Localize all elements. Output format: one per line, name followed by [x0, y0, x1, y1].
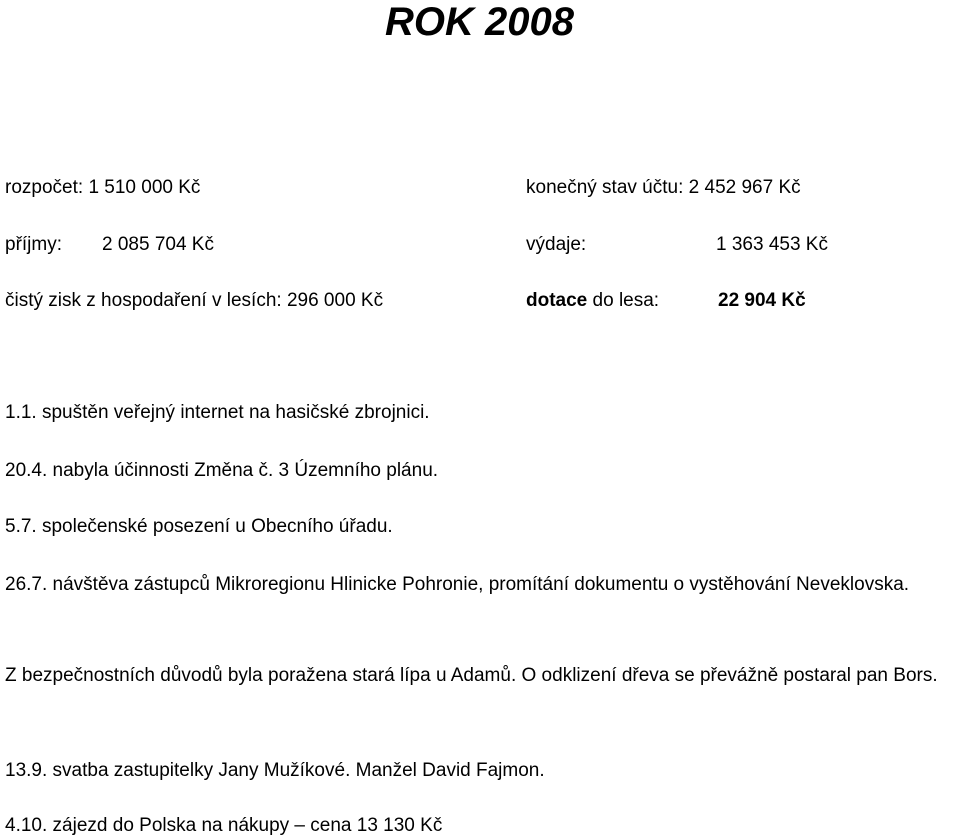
income-label: příjmy:	[5, 234, 62, 255]
subsidy-label: do lesa:	[592, 290, 660, 311]
subsidy-value: 22 904 Kč	[718, 290, 806, 311]
event-text: zájezd do Polska na nákupy – cena 13 130 Kč	[52, 815, 443, 836]
event-item	[5, 515, 955, 539]
event-item	[5, 814, 955, 838]
event-date: 26.7.	[5, 574, 48, 595]
budget-label: rozpočet:	[5, 177, 84, 198]
event-item	[5, 401, 955, 425]
account-balance-line	[526, 176, 801, 200]
forest-profit-value: 296 000 Kč	[286, 290, 384, 311]
forest-profit-line	[5, 289, 383, 313]
budget-value: 1 510 000 Kč	[88, 177, 201, 198]
forest-profit-label: čistý zisk z hospodaření v lesích:	[5, 290, 282, 311]
income-value: 2 085 704 Kč	[102, 234, 214, 255]
event-text: spuštěn veřejný internet na hasičské zbrojnici.	[41, 402, 430, 423]
event-date: 13.9.	[5, 760, 48, 781]
subsidy-line	[526, 289, 659, 313]
account-balance-value: 2 452 967 Kč	[688, 177, 801, 198]
event-item	[5, 759, 955, 783]
event-item	[5, 568, 955, 602]
event-text: nabyla účinnosti Změna č. 3 Územního plánu.	[52, 460, 439, 481]
event-item	[5, 659, 955, 693]
budget-line	[5, 176, 200, 200]
event-text: návštěva zástupců Mikroregionu Hlinicke Pohronie, promítání dokumentu o vystěhování Neveklovska.	[52, 574, 910, 595]
event-date: 5.7.	[5, 516, 37, 537]
event-item	[5, 459, 955, 483]
event-date: 20.4.	[5, 460, 48, 481]
page-title: ROK 2008	[385, 0, 574, 44]
event-date: 4.10.	[5, 815, 48, 836]
account-balance-label: konečný stav účtu:	[526, 177, 684, 198]
expenses-value: 1 363 453 Kč	[716, 234, 828, 255]
expenses-label: výdaje:	[526, 234, 587, 255]
event-text: společenské posezení u Obecního úřadu.	[41, 516, 393, 537]
event-text: svatba zastupitelky Jany Mužíkové. Manžel David Fajmon.	[52, 760, 545, 781]
subsidy-label-bold: dotace	[526, 290, 588, 311]
event-date: 1.1.	[5, 402, 37, 423]
event-text: Z bezpečnostních důvodů byla poražena stará lípa u Adamů. O odklizení dřeva se převážně postaral pan Bors.	[5, 665, 938, 686]
